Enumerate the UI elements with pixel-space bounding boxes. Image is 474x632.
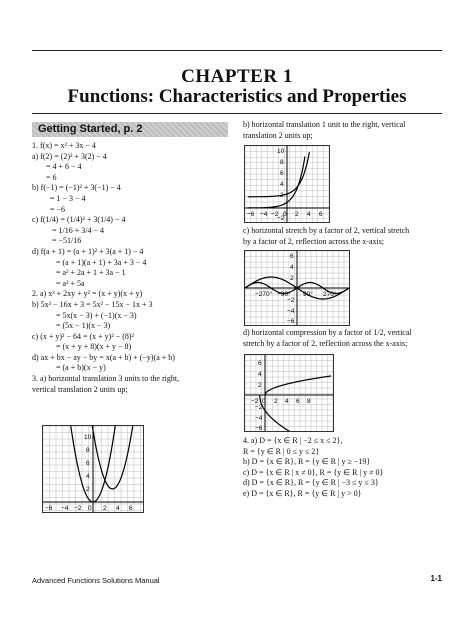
curve-parent — [67, 426, 118, 502]
graph-3d — [244, 354, 334, 432]
left-lines-line: 1. f(x) = x² + 3x − 4 — [32, 141, 96, 150]
tick-label-y: 6 — [86, 460, 90, 467]
left-lines-line: = (x + y + 8)(x + y − 8) — [32, 342, 132, 352]
left-lines-line: 3. a) horizontal translation 3 units to the right, — [32, 374, 180, 384]
tick-label-x: 6 — [129, 505, 133, 512]
left-lines-line: = −6 — [32, 204, 66, 214]
graph-3b — [244, 145, 330, 223]
tick-label-y: 2 — [258, 382, 262, 389]
tick-label-x: −90° — [277, 291, 291, 298]
left-lines-line: 2. a) x² + 2xy + y² = (x + y)(x + y) — [32, 289, 143, 299]
tick-label-y: 2 — [290, 275, 294, 282]
tick-label-x: 2 — [295, 211, 299, 218]
graph-3c — [244, 250, 350, 326]
tick-label-x: 0 — [283, 211, 287, 218]
tick-label-y: 8 — [86, 447, 90, 454]
right-4-line: c) D = {x ∈ R | x ≠ 0}, R = {y ∈ R | y ≠ 0} — [243, 467, 384, 477]
tick-label-x: −6 — [45, 505, 53, 512]
tick-label-x: −4 — [260, 211, 268, 218]
tick-label-y: 2 — [280, 192, 284, 199]
tick-label-x: 8 — [307, 398, 311, 405]
top-rule — [32, 50, 442, 51]
right-4-line: R = {y ∈ R | 0 ≤ y ≤ 2} — [243, 446, 320, 456]
left-lines-line: = (a + b)(x − y) — [32, 363, 106, 373]
tick-label-y: 6 — [280, 170, 284, 177]
answer-3c — [243, 226, 448, 247]
section-banner: Getting Started, p. 2 — [32, 122, 228, 137]
tick-label-x: 4 — [116, 505, 120, 512]
left-lines-line: = 6 — [32, 172, 57, 182]
right-4-line: 4. a) D = {x ∈ R | −2 ≤ x ≤ 2}, — [243, 436, 343, 445]
left-lines-line: = (a + 1)(a + 1) + 3a + 3 − 4 — [32, 257, 147, 267]
graph-3a — [42, 425, 144, 513]
tick-label-y: −4 — [255, 415, 263, 422]
left-lines-line: = 1 − 3 − 4 — [32, 193, 86, 203]
tick-label-y: 4 — [258, 371, 262, 378]
tick-label-x: 270° — [323, 291, 337, 298]
left-lines-line: = 4 + 6 − 4 — [32, 162, 82, 172]
tick-label-x: 0 — [262, 398, 266, 405]
tick-label-x: 4 — [285, 398, 289, 405]
left-lines-line: b) 5x² − 16x + 3 = 5x² − 15x − 1x + 3 — [32, 299, 153, 309]
tick-label-x: −270° — [255, 291, 273, 298]
chapter-heading: CHAPTER 1 — [181, 66, 293, 87]
curve-transformed — [87, 426, 138, 489]
answer-4 — [243, 436, 448, 500]
left-lines-line: = −51/16 — [32, 236, 82, 246]
left-lines-line: c) f(1/4) = (1/4)² + 3(1/4) − 4 — [32, 215, 126, 225]
tick-label-y: 2 — [86, 486, 90, 493]
left-lines-line: d) ax + bx − ay − by = x(a + b) + (−y)(a + b) — [32, 352, 175, 362]
left-lines-line: = (5x − 1)(x − 3) — [32, 321, 111, 331]
left-lines-line: = 1/16 + 3/4 − 4 — [32, 225, 104, 235]
right-4-line: e) D = {x ∈ R}, R = {y ∈ R | y > 0} — [243, 488, 362, 498]
curve-parent — [265, 376, 331, 395]
page-number: 1-1 — [430, 574, 442, 583]
tick-label-x: −4 — [61, 505, 69, 512]
left-lines-line: vertical translation 2 units up; — [32, 384, 128, 394]
tick-label-y: −2 — [277, 215, 285, 222]
tick-label-y: 6 — [290, 253, 294, 260]
tick-label-y: 10 — [84, 434, 92, 441]
tick-label-y: −6 — [287, 318, 295, 325]
chapter-title: Functions: Characteristics and Properties — [67, 86, 407, 107]
left-lines-line: b) f(−1) = (−1)² + 3(−1) − 4 — [32, 183, 121, 193]
tick-label-x: −2 — [271, 211, 279, 218]
tick-label-y: −4 — [287, 308, 295, 315]
tick-label-y: −6 — [255, 425, 263, 431]
right-d-line: stretch by a factor of 2, reflection across the x-axis; — [243, 338, 408, 348]
tick-label-x: 6 — [296, 398, 300, 405]
tick-label-x: 0 — [88, 505, 92, 512]
answer-3d — [243, 328, 448, 349]
tick-label-y: 4 — [280, 181, 284, 188]
left-lines-line: = 5x(x − 3) + (−1)(x − 3) — [32, 310, 137, 320]
footer-text: Advanced Functions Solutions Manual — [32, 576, 160, 585]
tick-label-y: 4 — [86, 473, 90, 480]
right-c-line: by a factor of 2, reflection across the x-axis; — [243, 236, 385, 246]
tick-label-x: −2 — [74, 505, 82, 512]
right-d-line: d) horizontal compression by a factor of 1/2, vertical — [243, 328, 412, 337]
answer-3b — [243, 120, 443, 141]
right-b-line: translation 2 units up; — [243, 130, 313, 140]
right-4-line: d) D = {x ∈ R}, R = {y ∈ R | −3 ≤ y ≤ 3} — [243, 478, 379, 488]
left-lines-line: d) f(a + 1) = (a + 1)² + 3(a + 1) − 4 — [32, 246, 144, 256]
left-lines-line: = a² + 5a — [32, 278, 85, 288]
tick-label-y: 8 — [280, 159, 284, 166]
right-c-line: c) horizontal stretch by a factor of 2, vertical stretch — [243, 226, 410, 235]
tick-label-x: 90° — [303, 291, 313, 298]
left-column — [32, 141, 232, 395]
tick-label-y: −2 — [287, 297, 295, 304]
right-4-line: b) D = {x ∈ R}, R = {y ∈ R | y ≥ −19} — [243, 457, 371, 467]
left-lines-line: = a² + 2a + 1 + 3a − 1 — [32, 268, 126, 278]
tick-label-x: −2 — [251, 398, 259, 405]
tick-label-x: 2 — [103, 505, 107, 512]
tick-label-y: 6 — [258, 360, 262, 367]
tick-label-x: 6 — [319, 211, 323, 218]
tick-label-y: 10 — [277, 148, 285, 155]
tick-label-x: 4 — [307, 211, 311, 218]
tick-label-x: −6 — [247, 211, 255, 218]
tick-label-y: −2 — [255, 404, 263, 411]
right-b-line: b) horizontal translation 1 unit to the right, vertical — [243, 120, 406, 129]
tick-label-y: 4 — [290, 264, 294, 271]
tick-label-x: 2 — [274, 398, 278, 405]
left-lines-line: c) (x + y)² − 64 = (x + y)² − (8)² — [32, 331, 134, 341]
title-rule — [32, 113, 442, 114]
left-lines-line: a) f(2) = (2)² + 3(2) − 4 — [32, 151, 107, 161]
